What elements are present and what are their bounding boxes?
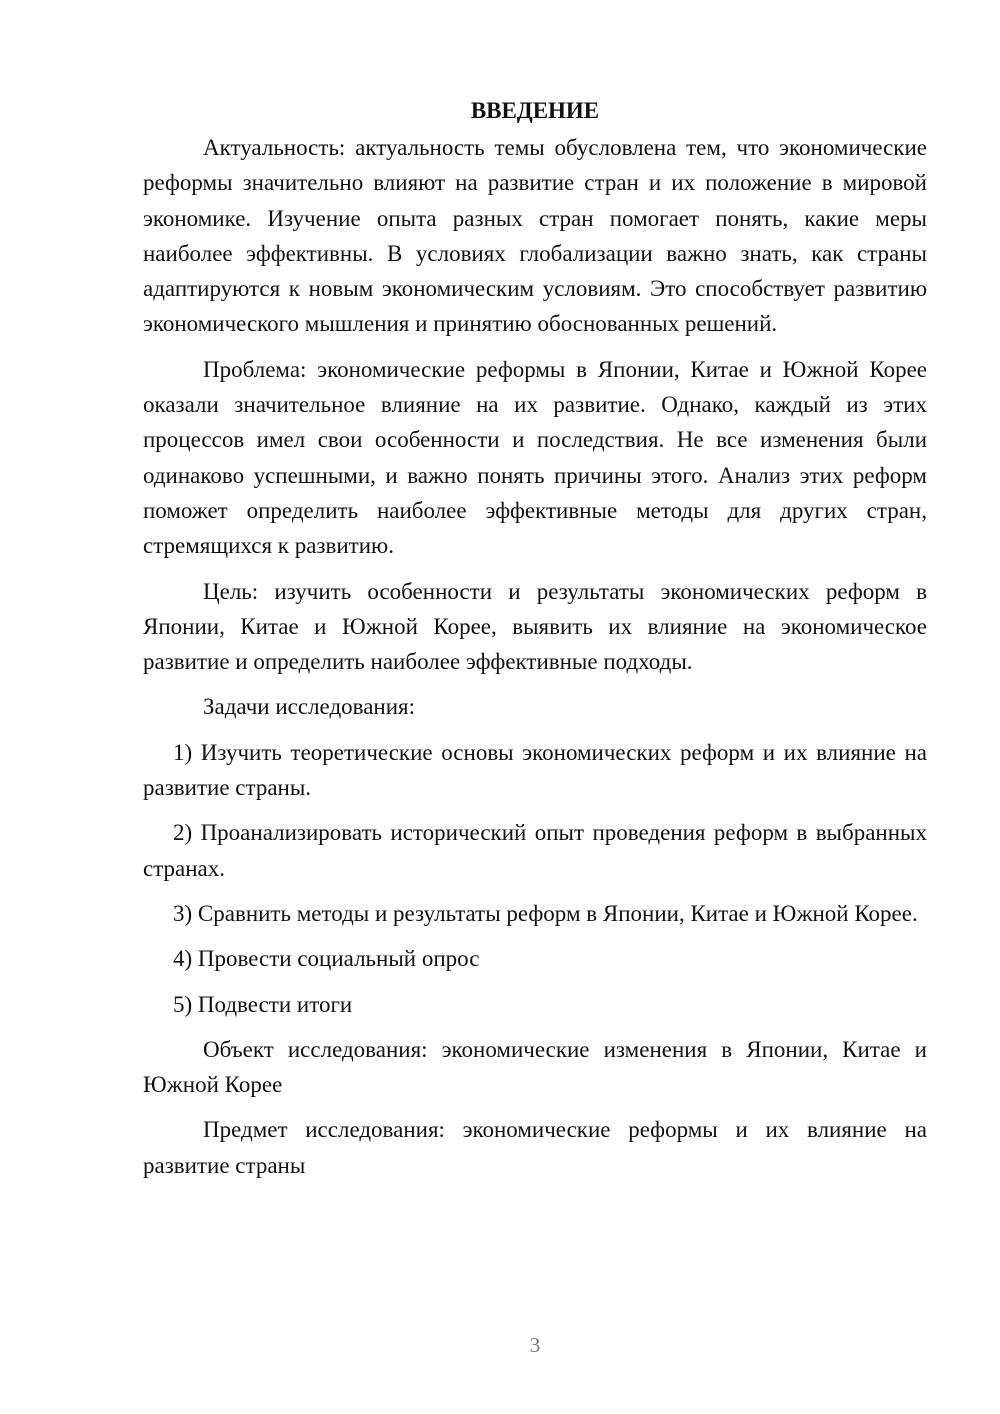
subject-paragraph: Предмет исследования: экономические реформы и их влияние на развитие страны bbox=[143, 1117, 927, 1178]
section-title: ВВЕДЕНИЕ bbox=[470, 98, 600, 123]
page-number: 3 bbox=[529, 1333, 541, 1357]
task-item: 5) Подвести итоги bbox=[173, 991, 353, 1017]
relevance-paragraph: Актуальность: актуальность темы обусловлена тем, что экономические реформы значительно влияют на развитие стран и их положение в мировой экономике. Изучение опыта разных стран помогает понять, какие меры наиболее эффективны. В условиях глобализации важно знать, как страны адаптируются к новым экономическим условиям. Это способствует развитию экономического мышления и принятию обоснованных решений. bbox=[143, 135, 927, 337]
document-page bbox=[143, 95, 927, 1183]
goal-paragraph: Цель: изучить особенности и результаты экономических реформ в Японии, Китае и Южной Корее, выявить их влияние на экономическое развитие и определить наиболее эффективные подходы. bbox=[143, 578, 927, 675]
tasks-heading: Задачи исследования: bbox=[203, 694, 416, 720]
task-item: 4) Провести социальный опрос bbox=[173, 946, 480, 972]
task-item: 3) Сравнить методы и результаты реформ в Японии, Китае и Южной Корее. bbox=[173, 900, 918, 926]
problem-paragraph: Проблема: экономические реформы в Японии, Китае и Южной Корее оказали значительное влияние на их развитие. Однако, каждый из этих процессов имел свои особенности и последствия. Не все изменения были одинаково успешными, и важно понять причины этого. Анализ этих реформ поможет определить наиболее эффективные методы для других стран, стремящихся к развитию. bbox=[143, 356, 927, 559]
task-item: 1) Изучить теоретические основы экономических реформ и их влияние на развитие страны. bbox=[143, 739, 927, 801]
object-paragraph: Объект исследования: экономические изменения в Японии, Китае и Южной Корее bbox=[143, 1036, 927, 1098]
task-item: 2) Проанализировать исторический опыт проведения реформ в выбранных странах. bbox=[143, 820, 927, 881]
